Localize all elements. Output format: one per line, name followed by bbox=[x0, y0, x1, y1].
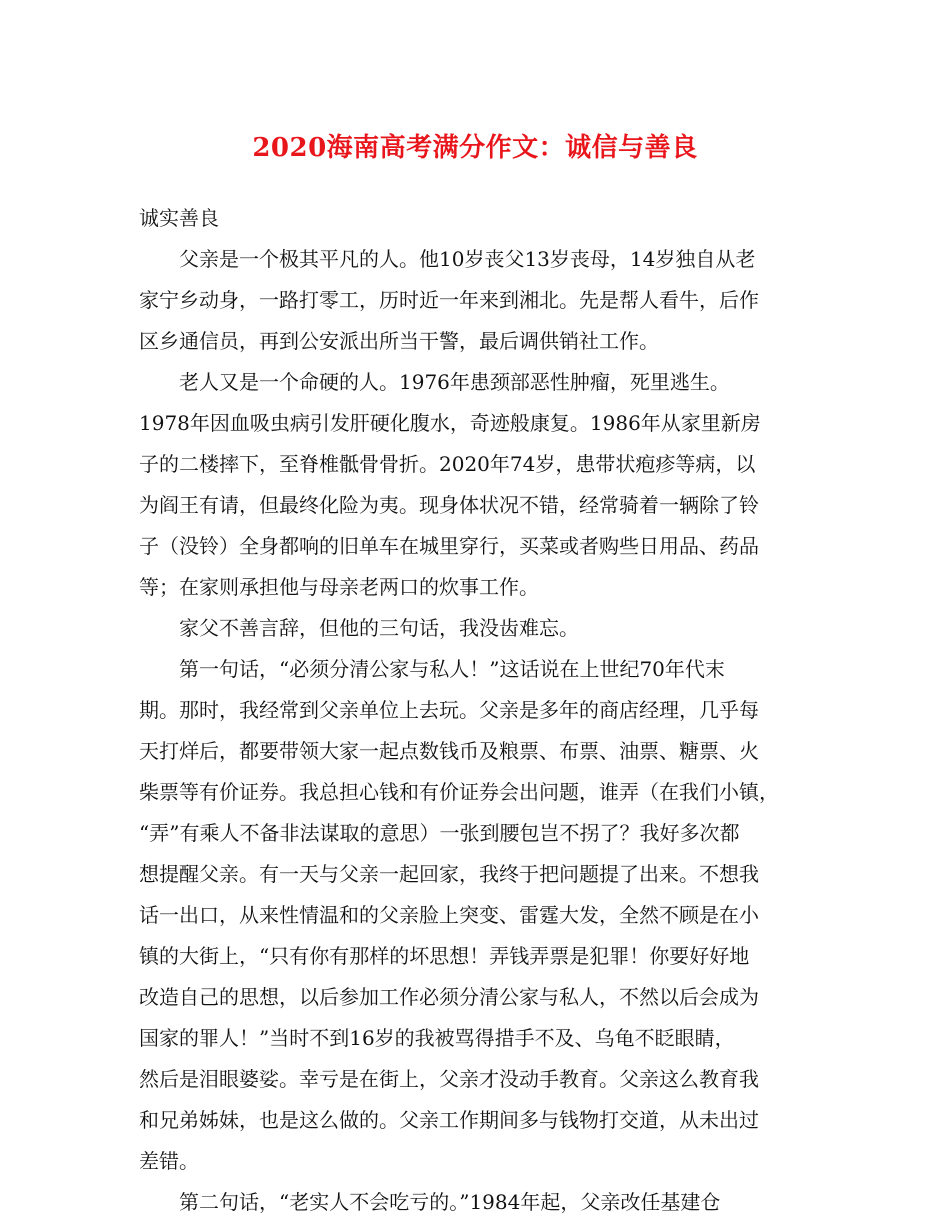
section-subheading: 诚实善良 bbox=[139, 206, 219, 230]
paragraph-line: 子的二楼摔下，至脊椎骶骨骨折。2020年74岁，患带状疱疹等病，以 bbox=[139, 452, 756, 476]
paragraph-4 bbox=[139, 649, 815, 1182]
paragraph-line: 柴票等有价证券。我总担心钱和有价证券会出问题，谁弄（在我们小镇， bbox=[139, 780, 779, 804]
paragraph-line: 改造自己的思想，以后参加工作必须分清公家与私人，不然以后会成为 bbox=[139, 985, 759, 1009]
paragraph-line: 国家的罪人！”当时不到16岁的我被骂得措手不及、乌龟不眨眼睛， bbox=[139, 1026, 735, 1050]
document-title: 2020海南高考满分作文：诚信与善良 bbox=[252, 133, 698, 163]
paragraph-line: 区乡通信员，再到公安派出所当干警，最后调供销社工作。 bbox=[139, 329, 659, 353]
paragraph-line: 然后是泪眼婆娑。幸亏是在街上，父亲才没动手教育。父亲这么教育我 bbox=[139, 1067, 759, 1091]
paragraph-line: 天打烊后，都要带领大家一起点数钱币及粮票、布票、油票、糖票、火 bbox=[139, 739, 759, 763]
paragraph-line: 子（没铃）全身都响的旧单车在城里穿行，买菜或者购些日用品、药品 bbox=[139, 534, 759, 558]
paragraph-line: 和兄弟姊妹，也是这么做的。父亲工作期间多与钱物打交道，从未出过 bbox=[139, 1108, 759, 1132]
paragraph-line: 差错。 bbox=[139, 1149, 199, 1173]
paragraph-line: 第一句话，“必须分清公家与私人！”这话说在上世纪70年代末 bbox=[179, 657, 725, 681]
paragraph-line: 父亲是一个极其平凡的人。他10岁丧父13岁丧母，14岁独自从老 bbox=[179, 247, 756, 271]
paragraph-5 bbox=[139, 1182, 815, 1223]
paragraph-line: “弄”有乘人不备非法谋取的意思）一张到腰包岂不拐了？我好多次都 bbox=[139, 821, 740, 845]
document-body bbox=[139, 198, 815, 1223]
paragraph-line: 镇的大街上，“只有你有那样的坏思想！弄钱弄票是犯罪！你要好好地 bbox=[139, 944, 750, 968]
paragraph-line: 等；在家则承担他与母亲老两口的炊事工作。 bbox=[139, 575, 539, 599]
paragraph-2 bbox=[139, 362, 815, 608]
paragraph-line: 家父不善言辞，但他的三句话，我没齿难忘。 bbox=[179, 616, 579, 640]
paragraph-line: 1978年因血吸虫病引发肝硬化腹水，奇迹般康复。1986年从家里新房 bbox=[139, 411, 761, 435]
paragraph-line: 期。那时，我经常到父亲单位上去玩。父亲是多年的商店经理，几乎每 bbox=[139, 698, 759, 722]
paragraph-line: 想提醒父亲。有一天与父亲一起回家，我终于把问题提了出来。不想我 bbox=[139, 862, 759, 886]
paragraph-line: 第二句话，“老实人不会吃亏的。”1984年起，父亲改任基建仓 bbox=[179, 1190, 721, 1214]
paragraph-line: 家宁乡动身，一路打零工，历时近一年来到湘北。先是帮人看牛，后作 bbox=[139, 288, 759, 312]
paragraph-3 bbox=[139, 608, 815, 649]
paragraph-line: 话一出口，从来性情温和的父亲脸上突变、雷霆大发，全然不顾是在小 bbox=[139, 903, 759, 927]
paragraph-line: 老人又是一个命硬的人。1976年患颈部恶性肿瘤，死里逃生。 bbox=[179, 370, 730, 394]
paragraph-1 bbox=[139, 239, 815, 362]
paragraph-line: 为阎王有请，但最终化险为夷。现身体状况不错，经常骑着一辆除了铃 bbox=[139, 493, 759, 517]
